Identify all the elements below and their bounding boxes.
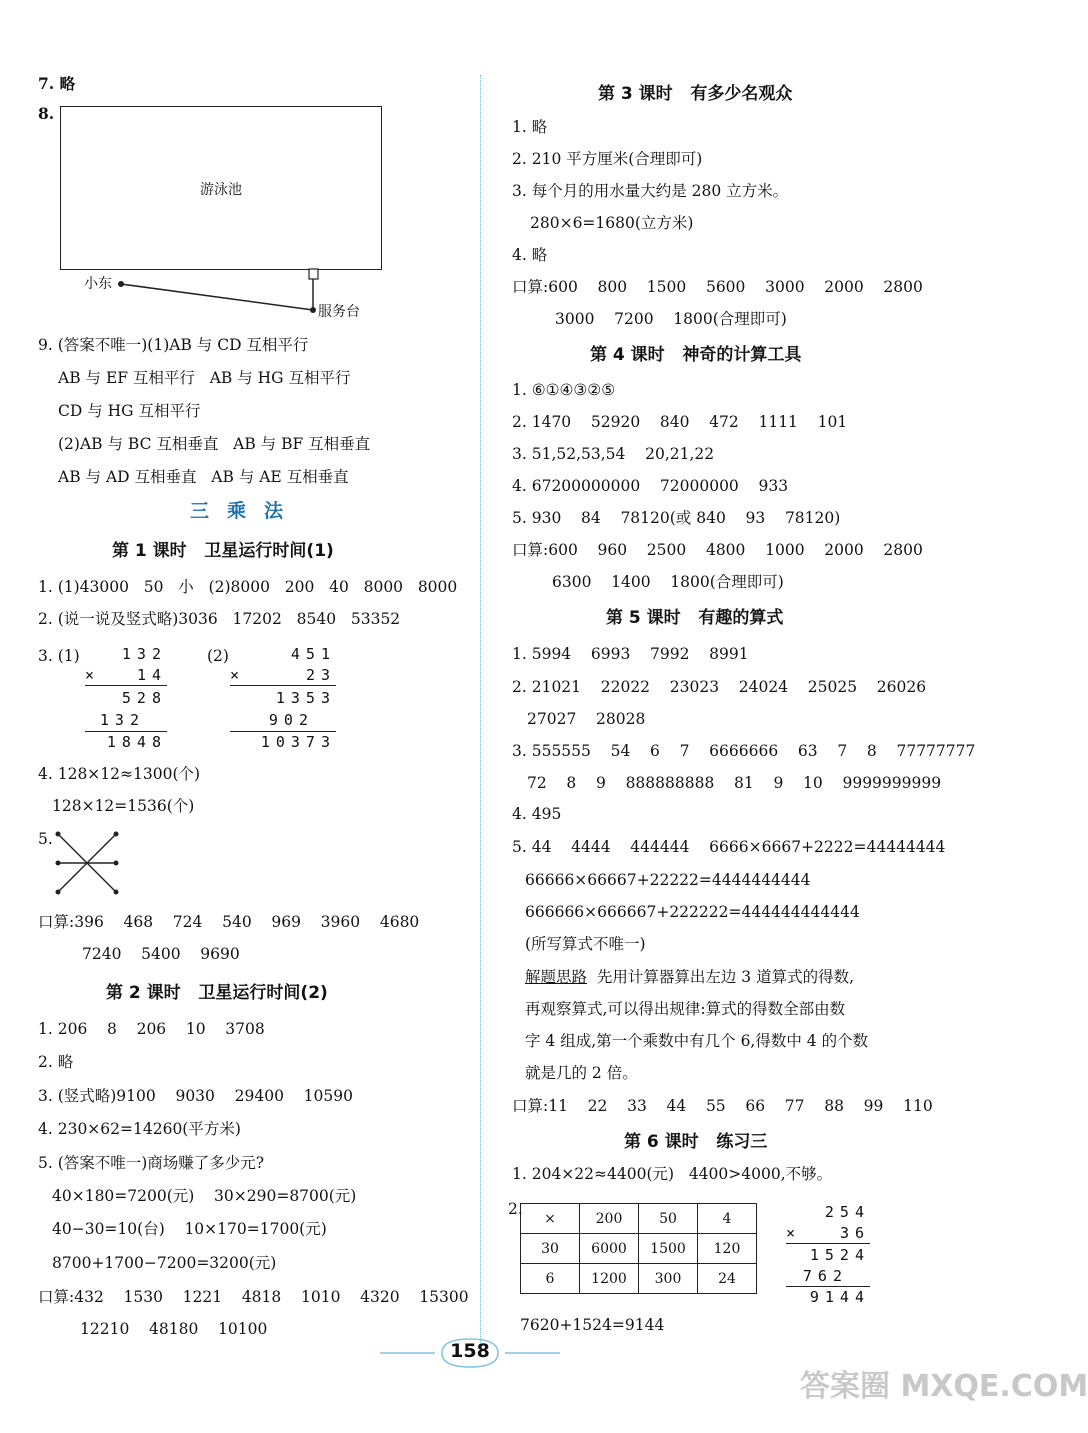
lesson3-line-3: 3. 每个月的用水量大约是 280 立方米。: [512, 182, 789, 200]
lesson6-title: 第 6 课时 练习三: [624, 1132, 768, 1152]
vm-b-times: ×: [230, 666, 240, 684]
vm-b-top: 451: [290, 645, 336, 663]
lesson2-oral-1: 口算:432 1530 1221 4818 1010 4320 15300: [38, 1288, 469, 1306]
lesson4-line-2: 2. 1470 52920 840 472 1111 101: [512, 413, 848, 431]
lesson4-oral-1: 口算:600 960 2500 4800 1000 2000 2800: [512, 541, 923, 559]
table-cell: 6000: [580, 1234, 639, 1264]
watermark: 答案圈 MXQE.COM: [800, 1369, 1088, 1404]
lesson1-q1: 1. (1)43000 50 小 (2)8000 200 40 8000 8000: [38, 578, 458, 596]
lesson3-oral-1: 口算:600 800 1500 5600 3000 2000 2800: [512, 278, 923, 296]
vm-b-p1: 1353: [275, 689, 336, 707]
vm-a-top: 132: [121, 645, 167, 663]
vm-c-result: 9144: [809, 1288, 870, 1306]
lesson1-q4-2: 128×12=1536(个): [52, 797, 195, 815]
lesson2-oral-2: 12210 48180 10100: [80, 1320, 268, 1338]
desk-marker: [309, 269, 318, 279]
table-cell: 1500: [639, 1234, 698, 1264]
table-cell: 200: [580, 1204, 639, 1234]
table-cell: 30: [521, 1234, 580, 1264]
table-cell: 50: [639, 1204, 698, 1234]
lesson5-line-6: 4. 495: [512, 805, 562, 823]
vm-c-p2: 762: [802, 1267, 848, 1285]
lesson1-q3-label: 3. (1): [38, 647, 80, 665]
lesson3-line-1: 1. 略: [512, 118, 548, 136]
lesson5-hint-line-1: 解题思路 先用计算器算出左边 3 道算式的得数,: [525, 968, 855, 986]
vm-b-result: 10373: [260, 733, 336, 751]
lesson3-line-2: 2. 210 平方厘米(合理即可): [512, 150, 703, 168]
lesson2-line-8: 8700+1700−7200=3200(元): [52, 1254, 277, 1272]
lesson5-title: 第 5 课时 有趣的算式: [606, 608, 784, 628]
lesson2-title: 第 2 课时 卫星运行时间(2): [106, 983, 328, 1003]
lesson5-line-1: 1. 5994 6993 7992 8991: [512, 645, 749, 663]
lesson5-line-2: 2. 21021 22022 23023 24024 25025 26026: [512, 678, 927, 696]
lesson5-line-7: 5. 44 4444 444444 6666×6667+2222=44444444: [512, 838, 946, 856]
vm-b-mult: 23: [305, 666, 336, 684]
lesson6-q1: 1. 204×22≈4400(元) 4400>4000,不够。: [512, 1165, 833, 1183]
lesson3-line-4: 280×6=1680(立方米): [530, 214, 694, 232]
vertical-mult-a: [85, 645, 167, 751]
table-cell: 1200: [580, 1264, 639, 1294]
lesson5-line-5: 72 8 9 888888888 81 9 10 9999999999: [527, 774, 942, 792]
vm-c-top: 254: [824, 1203, 870, 1221]
q7: 7. 略: [38, 74, 76, 93]
q9-line-4: (2)AB 与 BC 互相垂直 AB 与 BF 互相垂直: [58, 435, 371, 453]
lesson2-line-3: 3. (竖式略)9100 9030 29400 10590: [38, 1087, 353, 1105]
q9-line-3: CD 与 HG 互相平行: [58, 402, 201, 420]
lesson5-line-9: 666666×666667+222222=444444444444: [525, 903, 860, 921]
lesson6-sum: 7620+1524=9144: [520, 1316, 665, 1334]
page-number: 158: [450, 1340, 490, 1362]
path-line: [121, 284, 313, 310]
lesson4-line-5: 5. 930 84 78120(或 840 93 78120): [512, 509, 841, 527]
hint-label: 解题思路: [525, 968, 588, 986]
lesson5-line-8: 66666×66667+22222=4444444444: [525, 871, 811, 889]
vm-c-times: ×: [786, 1224, 796, 1242]
lesson4-title: 第 4 课时 神奇的计算工具: [590, 345, 802, 365]
lesson2-line-2: 2. 略: [38, 1053, 74, 1071]
lesson4-line-4: 4. 67200000000 72000000 933: [512, 477, 789, 495]
section-title: 三乘法: [190, 500, 302, 522]
vm-a-mult: 14: [136, 666, 167, 684]
vm-a-p2: 132: [99, 711, 145, 729]
lesson2-line-1: 1. 206 8 206 10 3708: [38, 1020, 265, 1038]
desk-dot: [310, 307, 316, 313]
lesson3-oral-2: 3000 7200 1800(合理即可): [555, 310, 787, 328]
table-cell: 300: [639, 1264, 698, 1294]
lesson4-oral-2: 6300 1400 1800(合理即可): [552, 573, 784, 591]
vm-c-mult: 36: [839, 1224, 870, 1242]
lesson2-line-5: 5. (答案不唯一)商场赚了多少元?: [38, 1154, 265, 1172]
q8-label: 8.: [38, 104, 55, 123]
lesson1-oral-2: 7240 5400 9690: [82, 945, 240, 963]
lesson5-line-4: 3. 555555 54 6 7 6666666 63 7 8 77777777: [512, 742, 976, 760]
vertical-mult-c: [786, 1203, 870, 1306]
path-diagram: [0, 0, 400, 330]
lesson1-oral-1: 口算:396 468 724 540 969 3960 4680: [38, 913, 420, 931]
lesson3-title: 第 3 课时 有多少名观众: [598, 84, 793, 104]
lesson5-hint-line-2: 再观察算式,可以得出规律:算式的得数全部由数: [525, 1000, 846, 1018]
lesson6-q2-label: 2.: [508, 1200, 523, 1218]
q9-line-5: AB 与 AD 互相垂直 AB 与 AE 互相垂直: [58, 468, 349, 486]
lesson1-q3-label-2: (2): [207, 647, 229, 665]
vm-a-times: ×: [85, 666, 95, 684]
lesson3-line-5: 4. 略: [512, 246, 548, 264]
desk-label: 服务台: [318, 304, 360, 320]
table-cell: 4: [698, 1204, 757, 1234]
lesson1-title: 第 1 课时 卫星运行时间(1): [112, 541, 334, 561]
column-divider: [480, 75, 481, 1345]
table-cell: 120: [698, 1234, 757, 1264]
lesson4-line-1: 1. ⑥①④③②⑤: [512, 381, 616, 399]
crossing-lines-figure: [50, 830, 130, 900]
pool-label: 游泳池: [200, 182, 242, 198]
lesson5-line-10: (所写算式不唯一): [525, 935, 646, 953]
table-cell: 24: [698, 1264, 757, 1294]
lesson2-line-6: 40×180=7200(元) 30×290=8700(元): [52, 1187, 357, 1205]
vm-c-p1: 1524: [809, 1246, 870, 1264]
lesson2-line-7: 40−30=10(台) 10×170=1700(元): [52, 1220, 327, 1238]
multiplication-table: [520, 1203, 757, 1294]
vertical-mult-b: [230, 645, 336, 751]
lesson1-q5-label: 5.: [38, 830, 53, 848]
lesson5-hint-line-4: 就是几的 2 倍。: [525, 1064, 638, 1082]
table-cell: 6: [521, 1264, 580, 1294]
q9-line-2: AB 与 EF 互相平行 AB 与 HG 互相平行: [58, 369, 351, 387]
vm-a-result: 1848: [106, 733, 167, 751]
vm-b-p2: 902: [268, 711, 314, 729]
lesson5-oral: 口算:11 22 33 44 55 66 77 88 99 110: [512, 1097, 933, 1115]
q9-line-1: 9. (答案不唯一)(1)AB 与 CD 互相平行: [38, 336, 309, 354]
vm-a-p1: 528: [121, 689, 167, 707]
lesson5-line-3: 27027 28028: [527, 710, 646, 728]
lesson2-line-4: 4. 230×62=14260(平方米): [38, 1120, 241, 1138]
table-cell: ×: [521, 1204, 580, 1234]
lesson4-line-3: 3. 51,52,53,54 20,21,22: [512, 445, 715, 463]
person-label: 小东: [84, 276, 112, 292]
person-dot: [118, 281, 124, 287]
lesson1-q4-1: 4. 128×12≈1300(个): [38, 765, 201, 783]
lesson5-hint-line-3: 字 4 组成,第一个乘数中有几个 6,得数中 4 的个数: [525, 1032, 869, 1050]
lesson1-q2: 2. (说一说及竖式略)3036 17202 8540 53352: [38, 610, 401, 628]
